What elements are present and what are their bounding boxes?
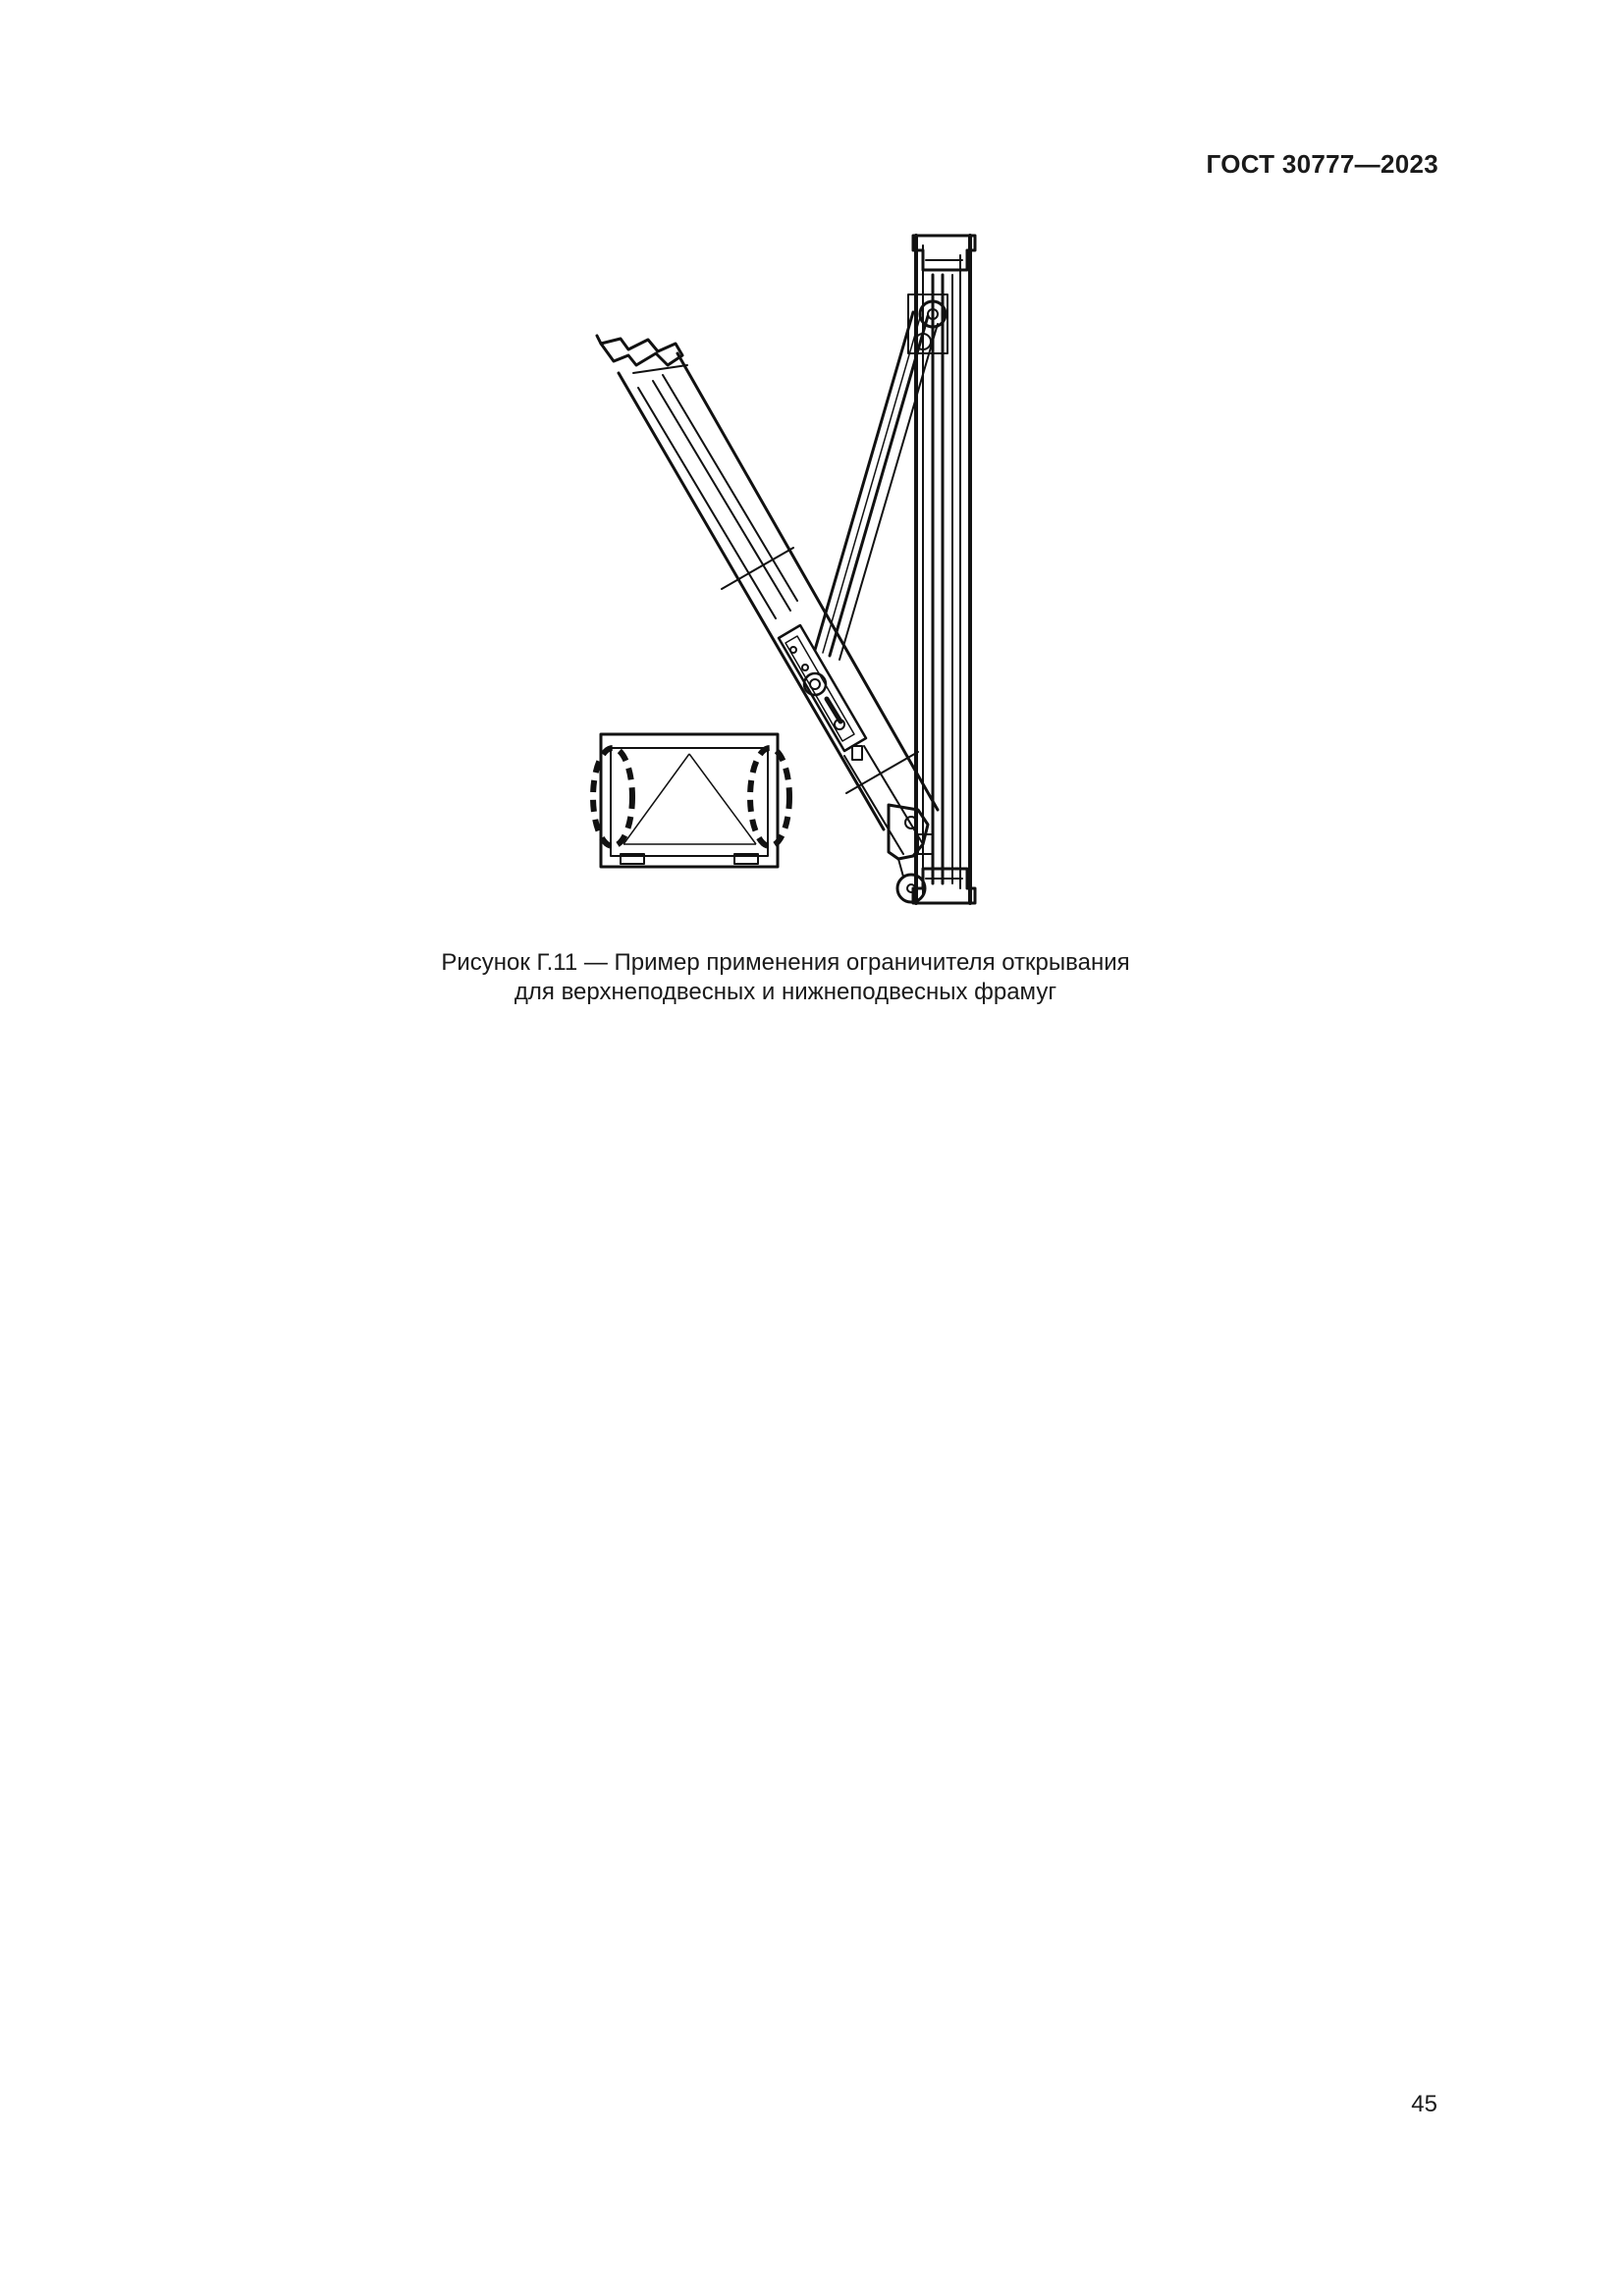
figure-caption-line-2: для верхнеподвесных и нижнеподвесных фрамуг — [514, 979, 1057, 1005]
limiter-arm — [815, 294, 947, 660]
limiter-slider — [779, 625, 866, 760]
figure — [0, 0, 1624, 933]
standard-code: ГОСТ 30777—2023 — [1206, 149, 1438, 179]
bottom-hinge — [889, 805, 933, 902]
page-number: 45 — [1411, 2091, 1437, 2117]
figure-caption-line-1: Рисунок Г.11 — Пример применения ограничителя открывания — [441, 949, 1130, 976]
transom-elevation-sketch — [593, 734, 789, 867]
transom-section-drawing — [0, 0, 1624, 933]
figure-caption — [0, 948, 1571, 1007]
